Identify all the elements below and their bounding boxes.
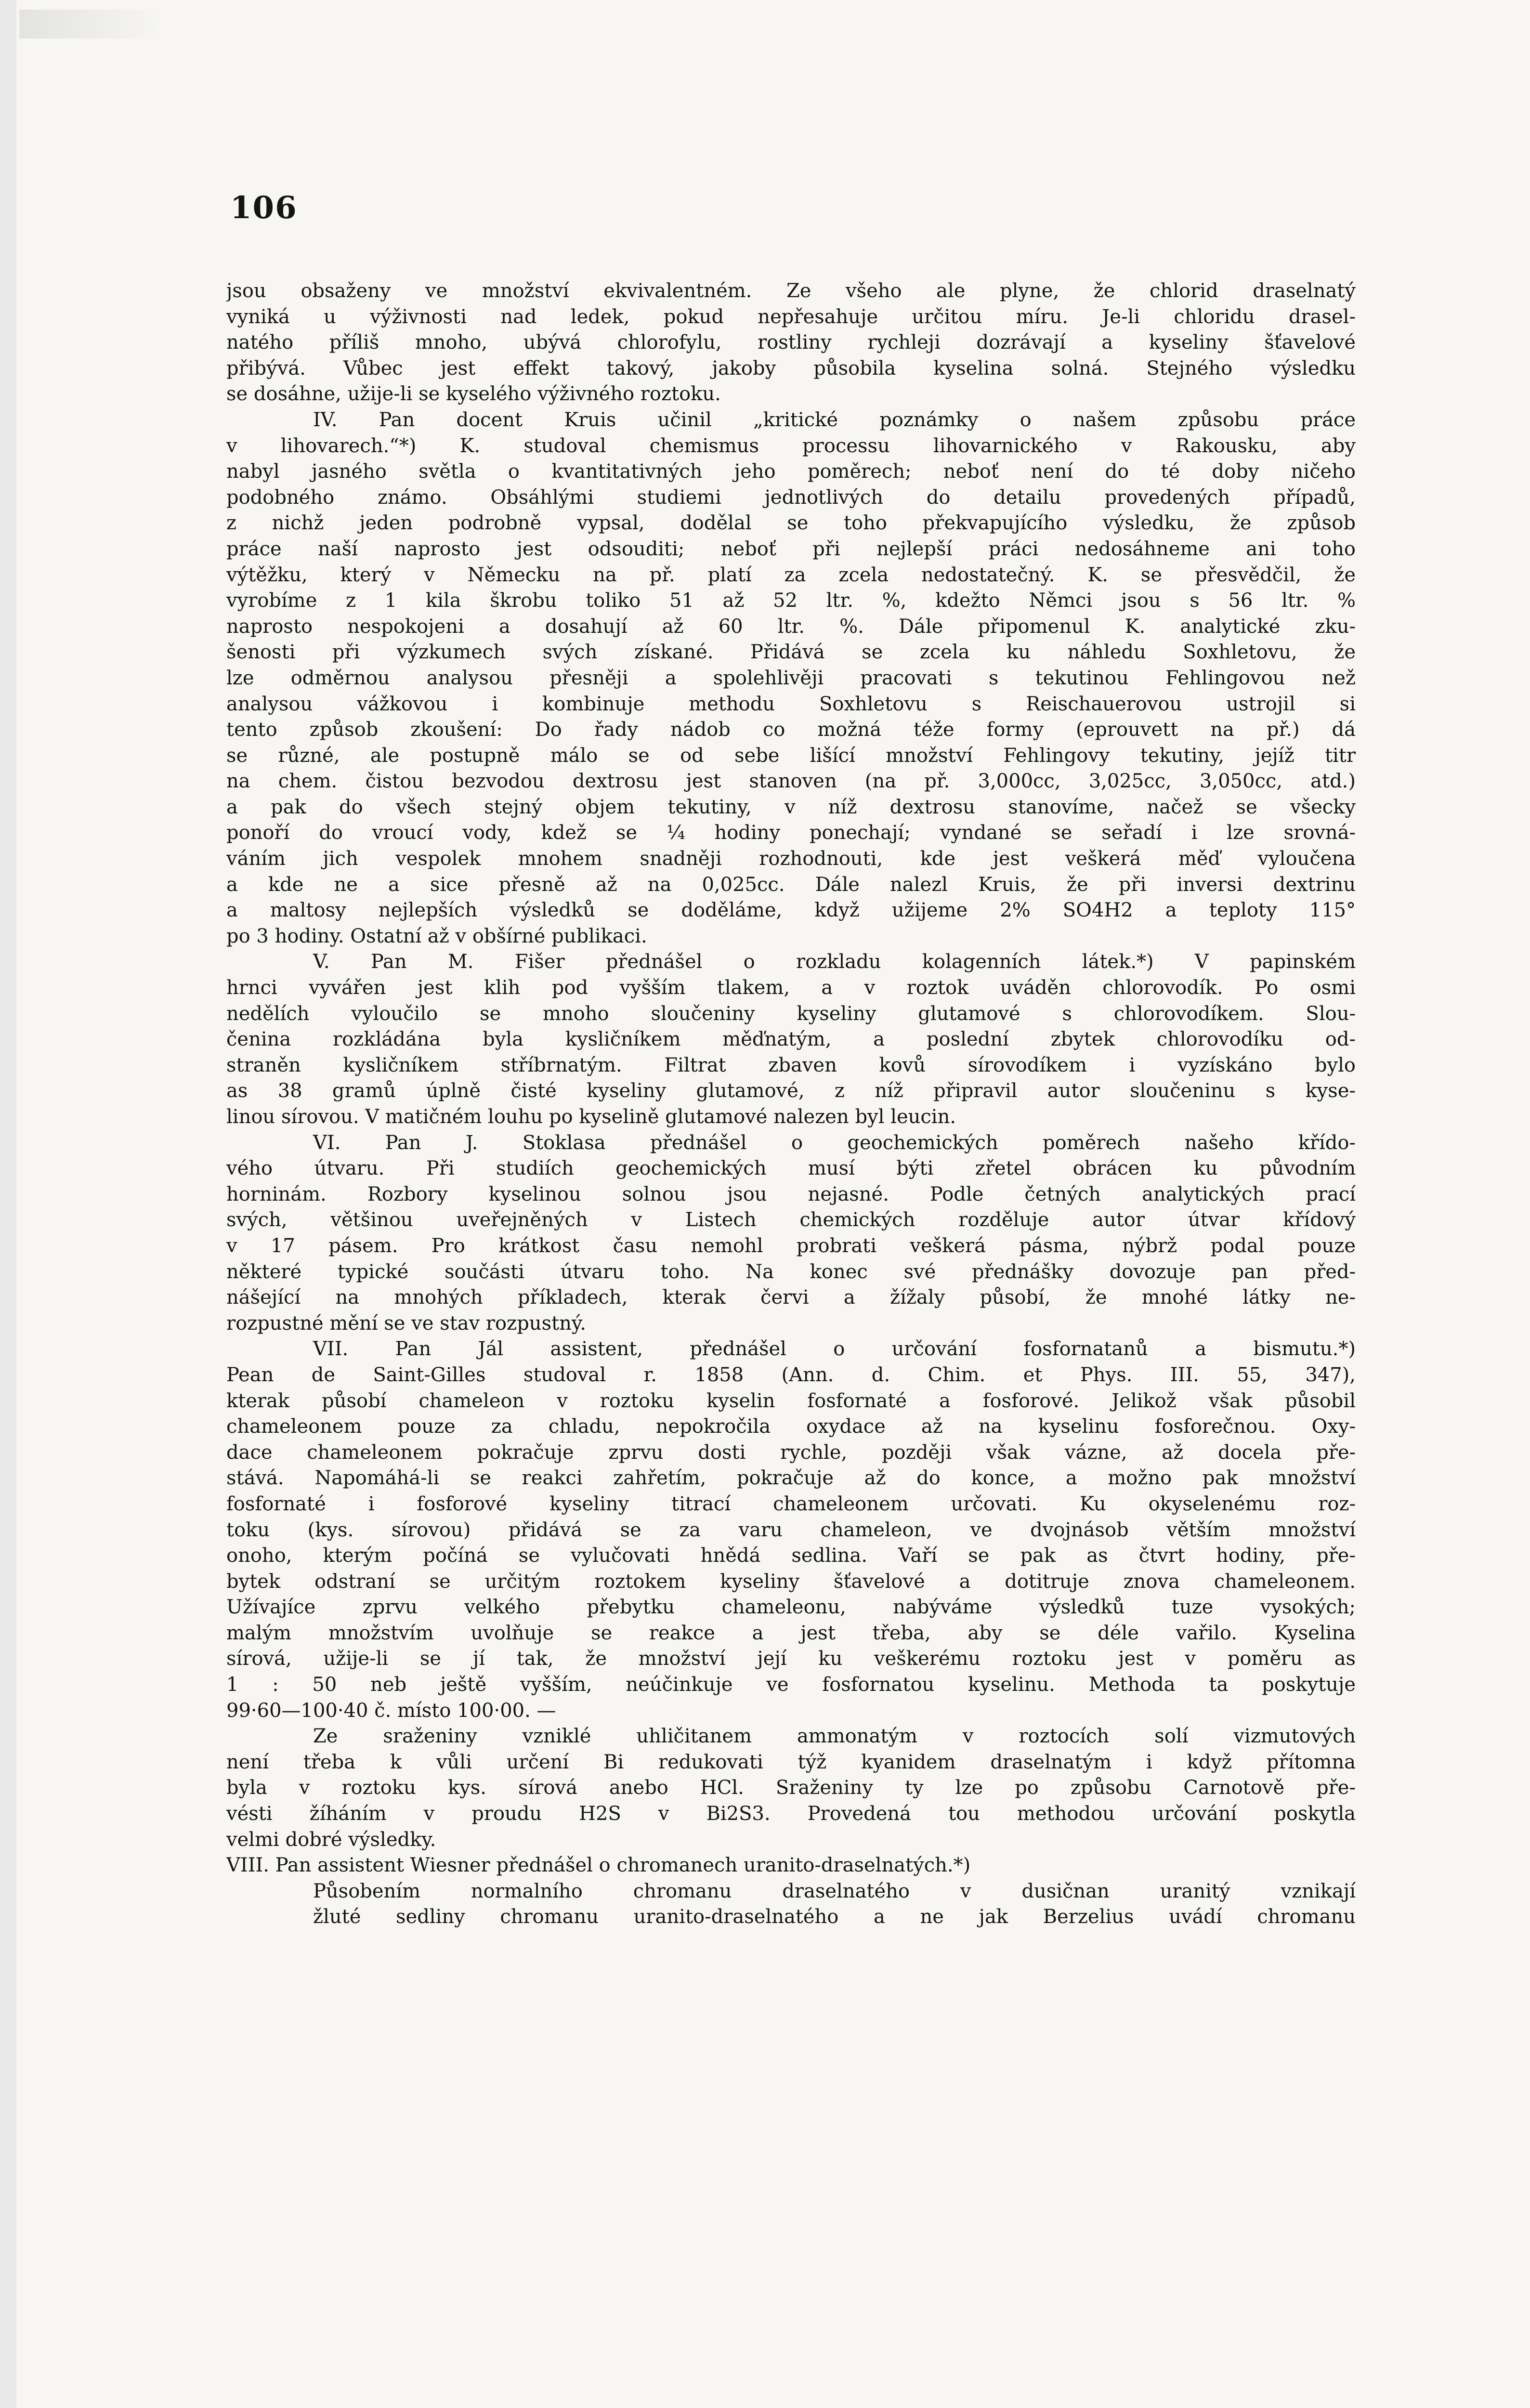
text-line: po 3 hodiny. Ostatní až v obšírné publikaci. [226,925,647,947]
text-line: toku (kys. sírovou) přidává se za varu chameleon, ve dvojnásob větším množství [226,1518,1356,1541]
text-line: 1 : 50 neb ještě vyšším, neúčinkuje ve fosfornatou kyselinu. Methoda ta poskytuje [226,1674,1356,1696]
text-line: šenosti při výzkumech svých získané. Přidává se zcela ku náhledu Soxhletovu, že [226,641,1356,664]
text-line: hrnci vyvářen jest klih pod vyšším tlakem, a v roztok uváděn chlorovodík. Po osmi [226,977,1356,999]
text-line: VII. Pan Jál assistent, přednášel o určování fosfornatanů a bismutu.*) [313,1338,1356,1361]
text-line: vyniká u výživnosti nad ledek, pokud nepřesahuje určitou míru. Je-li chloridu drasel- [226,305,1356,328]
text-line: a pak do všech stejný objem tekutiny, v níž dextrosu stanovíme, načež se všecky [226,796,1356,818]
text-line: VI. Pan J. Stoklasa přednášel o geochemických poměrech našeho křído- [313,1131,1356,1154]
text-line: žluté sedliny chromanu uranito-draselnatého a ne jak Berzelius uvádí chromanu [313,1906,1356,1928]
text-line: svých, většinou uveřejněných v Listech chemických rozděluje autor útvar křídový [226,1209,1356,1231]
text-line: podobného známo. Obsáhlými studiemi jednotlivých do detailu provedených případů, [226,486,1356,509]
text-line: 99·60—100·40 č. místo 100·00. — [226,1699,556,1722]
text-line: na chem. čistou bezvodou dextrosu jest stanoven (na př. 3,000cc, 3,025cc, 3,050cc, atd.) [226,770,1356,793]
text-line: vyrobíme z 1 kila škrobu toliko 51 až 52 ltr. %, kdežto Němci jsou s 56 ltr. % [226,589,1356,612]
body-text [226,278,1356,1930]
text-line: se dosáhne, užije-li se kyselého výživného roztoku. [226,383,721,406]
text-line: Užívajíce zprvu velkého přebytku chameleonu, nabýváme výsledků tuze vysokých; [226,1596,1356,1619]
text-line: vého útvaru. Při studiích geochemických musí býti zřetel obrácen ku původním [226,1157,1356,1180]
text-line: onoho, kterým počíná se vylučovati hnědá sedlina. Vaří se pak as čtvrt hodiny, pře- [226,1544,1356,1567]
text-line: přibývá. Vůbec jest effekt takový, jakoby působila kyselina solná. Stejného výsledku [226,357,1356,380]
scan-smudge [19,10,164,39]
text-line: nabyl jasného světla o kvantitativných jeho poměrech; neboť není do té doby ničeho [226,460,1356,483]
scan-border [0,0,16,2408]
text-line: rozpustné mění se ve stav rozpustný. [226,1312,586,1335]
text-line: VIII. Pan assistent Wiesner přednášel o chromanech uranito-draselnatých.*) [226,1854,971,1877]
text-line: naprosto nespokojeni a dosahují až 60 ltr. %. Dále připomenul K. analytické zku- [226,615,1356,638]
text-line: Pean de Saint-Gilles studoval r. 1858 (Ann. d. Chim. et Phys. III. 55, 347), [226,1363,1356,1386]
text-line: čenina rozkládána byla kysličníkem měďnatým, a poslední zbytek chlorovodíku od- [226,1028,1356,1051]
text-line: bytek odstraní se určitým roztokem kyseliny šťavelové a dotitruje znova chameleonem. [226,1570,1356,1593]
text-line: as 38 gramů úplně čisté kyseliny glutamové, z níž připravil autor sloučeninu s kyse- [226,1080,1356,1102]
text-line: váním jich vespolek mnohem snadněji rozhodnouti, kde jest veškerá měď vyloučena [226,848,1356,870]
text-line: lze odměrnou analysou přesněji a spolehlivěji pracovati s tekutinou Fehlingovou než [226,667,1356,689]
text-line: natého příliš mnoho, ubývá chlorofylu, rostliny rychleji dozrávají a kyseliny šťavelové [226,331,1356,354]
text-line: V. Pan M. Fišer přednášel o rozkladu kolagenních látek.*) V papinském [313,951,1356,973]
text-line: linou sírovou. V matičném louhu po kyselině glutamové nalezen byl leucin. [226,1106,956,1128]
text-line: tento způsob zkoušení: Do řady nádob co možná téže formy (eprouvett na př.) dá [226,719,1356,741]
text-line: nášející na mnohých příkladech, kterak červi a žížaly působí, že mnohé látky ne- [226,1286,1356,1309]
text-line: výtěžku, který v Německu na př. platí za zcela nedostatečný. K. se přesvědčil, že [226,563,1356,586]
text-line: kterak působí chameleon v roztoku kyselin fosfornaté a fosforové. Jelikož však působil [226,1389,1356,1412]
text-line: velmi dobré výsledky. [226,1828,436,1851]
text-line: a maltosy nejlepších výsledků se doděláme, když užijeme 2% SO4H2 a teploty 115° [226,899,1356,922]
text-line: analysou vážkovou i kombinuje methodu Soxhletovu s Reischauerovou ustrojil si [226,693,1356,715]
text-line: chameleonem pouze za chladu, nepokročila oxydace až na kyselinu fosforečnou. Oxy- [226,1415,1356,1438]
text-line: byla v roztoku kys. sírová anebo HCl. Sraženiny ty lze po způsobu Carnotově pře- [226,1777,1356,1799]
text-line: v lihovarech.“*) K. studoval chemismus processu lihovarnického v Rakousku, aby [226,434,1356,457]
text-line: fosfornaté i fosforové kyseliny titrací chameleonem určovati. Ku okyselenému roz- [226,1492,1356,1515]
text-line: z nichž jeden podrobně vypsal, dodělal se toho překvapujícího výsledku, že způsob [226,512,1356,535]
text-line: některé typické součásti útvaru toho. Na konec své přednášky dovozuje pan před- [226,1260,1356,1283]
text-line: se různé, ale postupně málo se od sebe lišící množství Fehlingovy tekutiny, jejíž titr [226,744,1356,767]
page-number: 106 [230,190,298,226]
text-line: a kde ne a sice přesně až na 0,025cc. Dále nalezl Kruis, že při inversi dextrinu [226,873,1356,896]
text-line: ponoří do vroucí vody, kdež se ¼ hodiny ponechají; vyndané se seřadí i lze srovná- [226,822,1356,844]
text-line: horninám. Rozbory kyselinou solnou jsou nejasné. Podle četných analytických prací [226,1183,1356,1205]
text-line: není třeba k vůli určení Bi redukovati týž kyanidem draselnatým i když přítomna [226,1751,1356,1773]
text-line: sírová, užije-li se jí tak, že množství její ku veškerému roztoku jest v poměru as [226,1648,1356,1670]
text-line: nedělích vyloučilo se mnoho sloučeniny kyseliny glutamové s chlorovodíkem. Slou- [226,1002,1356,1025]
text-line: stává. Napomáhá-li se reakci zahřetím, pokračuje až do konce, a možno pak množství [226,1467,1356,1490]
text-line: straněn kysličníkem stříbrnatým. Filtrat zbaven kovů sírovodíkem i vyzískáno bylo [226,1054,1356,1076]
text-line: IV. Pan docent Kruis učinil „kritické poznámky o našem způsobu práce [313,408,1356,431]
text-line: Působením normalního chromanu draselnatého v dusičnan uranitý vznikají [313,1880,1356,1902]
text-line: vésti žíháním v proudu H2S v Bi2S3. Provedená tou methodou určování poskytla [226,1803,1356,1825]
text-line: jsou obsaženy ve množství ekvivalentném. Ze všeho ale plyne, že chlorid draselnatý [226,280,1356,302]
text-line: Ze sraženiny vzniklé uhličitanem ammonatým v roztocích solí vizmutových [313,1725,1356,1748]
text-line: v 17 pásem. Pro krátkost času nemohl probrati veškerá pásma, nýbrž podal pouze [226,1234,1356,1257]
text-line: práce naší naprosto jest odsouditi; neboť při nejlepší práci nedosáhneme ani toho [226,537,1356,560]
text-line: dace chameleonem pokračuje zprvu dosti rychle, později však vázne, až docela pře- [226,1441,1356,1464]
text-line: malým množstvím uvolňuje se reakce a jest třeba, aby se déle vařilo. Kyselina [226,1622,1356,1644]
